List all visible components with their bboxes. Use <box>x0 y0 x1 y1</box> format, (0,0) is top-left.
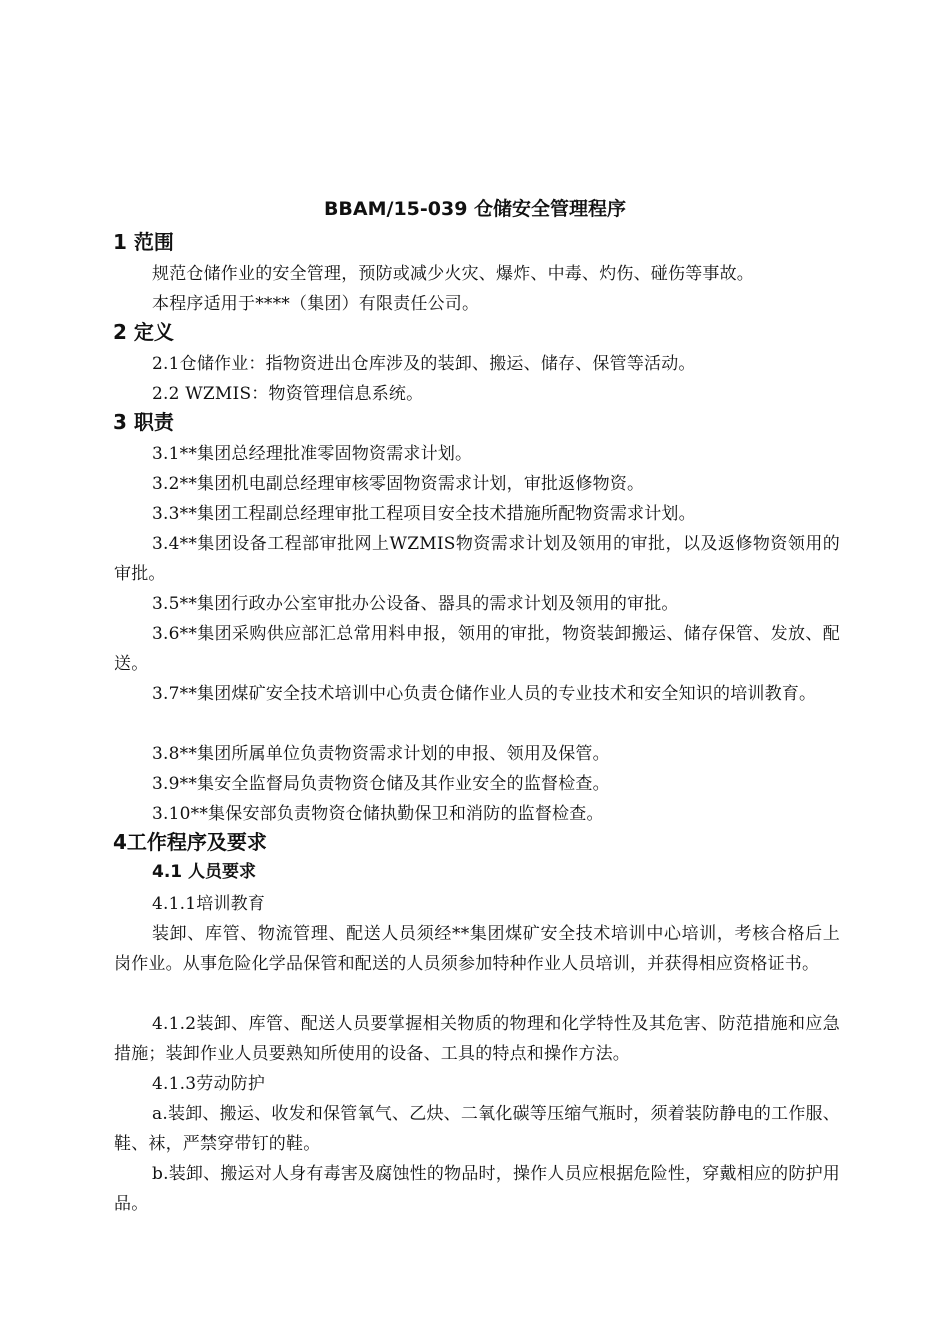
clause-4-1-2: 4.1.2装卸、库管、配送人员要掌握相关物质的物理和化学特性及其危害、防范措施和应急措施；装卸作业人员要熟知所使用的设备、工具的特点和操作方法。 <box>114 1014 840 1064</box>
section-1-paragraph-1: 规范仓储作业的安全管理，预防或减少火灾、爆炸、中毒、灼伤、碰伤等事故。 <box>152 264 754 284</box>
responsibility-item: 3.8**集团所属单位负责物资需求计划的申报、领用及保管。 <box>152 744 610 764</box>
responsibility-item: 3.4**集团设备工程部审批网上WZMIS物资需求计划及领用的审批，以及返修物资领用的审批。 <box>114 534 840 584</box>
section-3-heading: 3 职责 <box>113 410 174 434</box>
responsibility-item: 3.3**集团工程副总经理审批工程项目安全技术措施所配物资需求计划。 <box>152 504 696 524</box>
responsibility-item: 3.9**集安全监督局负责物资仓储及其作业安全的监督检查。 <box>152 774 610 794</box>
responsibility-item: 3.2**集团机电副总经理审核零固物资需求计划，审批返修物资。 <box>152 474 645 494</box>
subsection-4-1-heading: 4.1 人员要求 <box>152 862 257 882</box>
section-2-paragraph-2: 2.2 WZMIS：物资管理信息系统。 <box>152 384 424 404</box>
section-1-paragraph-2: 本程序适用于****（集团）有限责任公司。 <box>152 294 480 314</box>
clause-4-1-3-title: 4.1.3劳动防护 <box>152 1074 266 1094</box>
responsibility-item: 3.6**集团采购供应部汇总常用料申报，领用的审批，物资装卸搬运、储存保管、发放、配送。 <box>114 624 840 674</box>
responsibility-item: 3.1**集团总经理批准零固物资需求计划。 <box>152 444 473 464</box>
section-1-heading: 1 范围 <box>113 230 174 254</box>
section-2-paragraph-1: 2.1仓储作业：指物资进出仓库涉及的装卸、搬运、储存、保管等活动。 <box>152 354 696 374</box>
section-2-heading: 2 定义 <box>113 320 174 344</box>
clause-4-1-1-body: 装卸、库管、物流管理、配送人员须经**集团煤矿安全技术培训中心培训，考核合格后上岗作业。从事危险化学品保管和配送的人员须参加特种作业人员培训，并获得相应资格证书。 <box>114 924 840 974</box>
responsibility-item: 3.7**集团煤矿安全技术培训中心负责仓储作业人员的专业技术和安全知识的培训教育。 <box>152 684 817 704</box>
document-title: BBAM/15-039 仓储安全管理程序 <box>323 198 627 220</box>
section-4-heading: 4工作程序及要求 <box>113 830 267 854</box>
clause-4-1-3-b: b.装卸、搬运对人身有毒害及腐蚀性的物品时，操作人员应根据危险性，穿戴相应的防护用品。 <box>114 1164 840 1214</box>
clause-4-1-1-title: 4.1.1培训教育 <box>152 894 266 914</box>
responsibility-item: 3.10**集保安部负责物资仓储执勤保卫和消防的监督检查。 <box>152 804 604 824</box>
clause-4-1-3-a: a.装卸、搬运、收发和保管氧气、乙炔、二氧化碳等压缩气瓶时，须着装防静电的工作服、鞋、袜，严禁穿带钉的鞋。 <box>114 1104 840 1154</box>
responsibility-item: 3.5**集团行政办公室审批办公设备、器具的需求计划及领用的审批。 <box>152 594 679 614</box>
